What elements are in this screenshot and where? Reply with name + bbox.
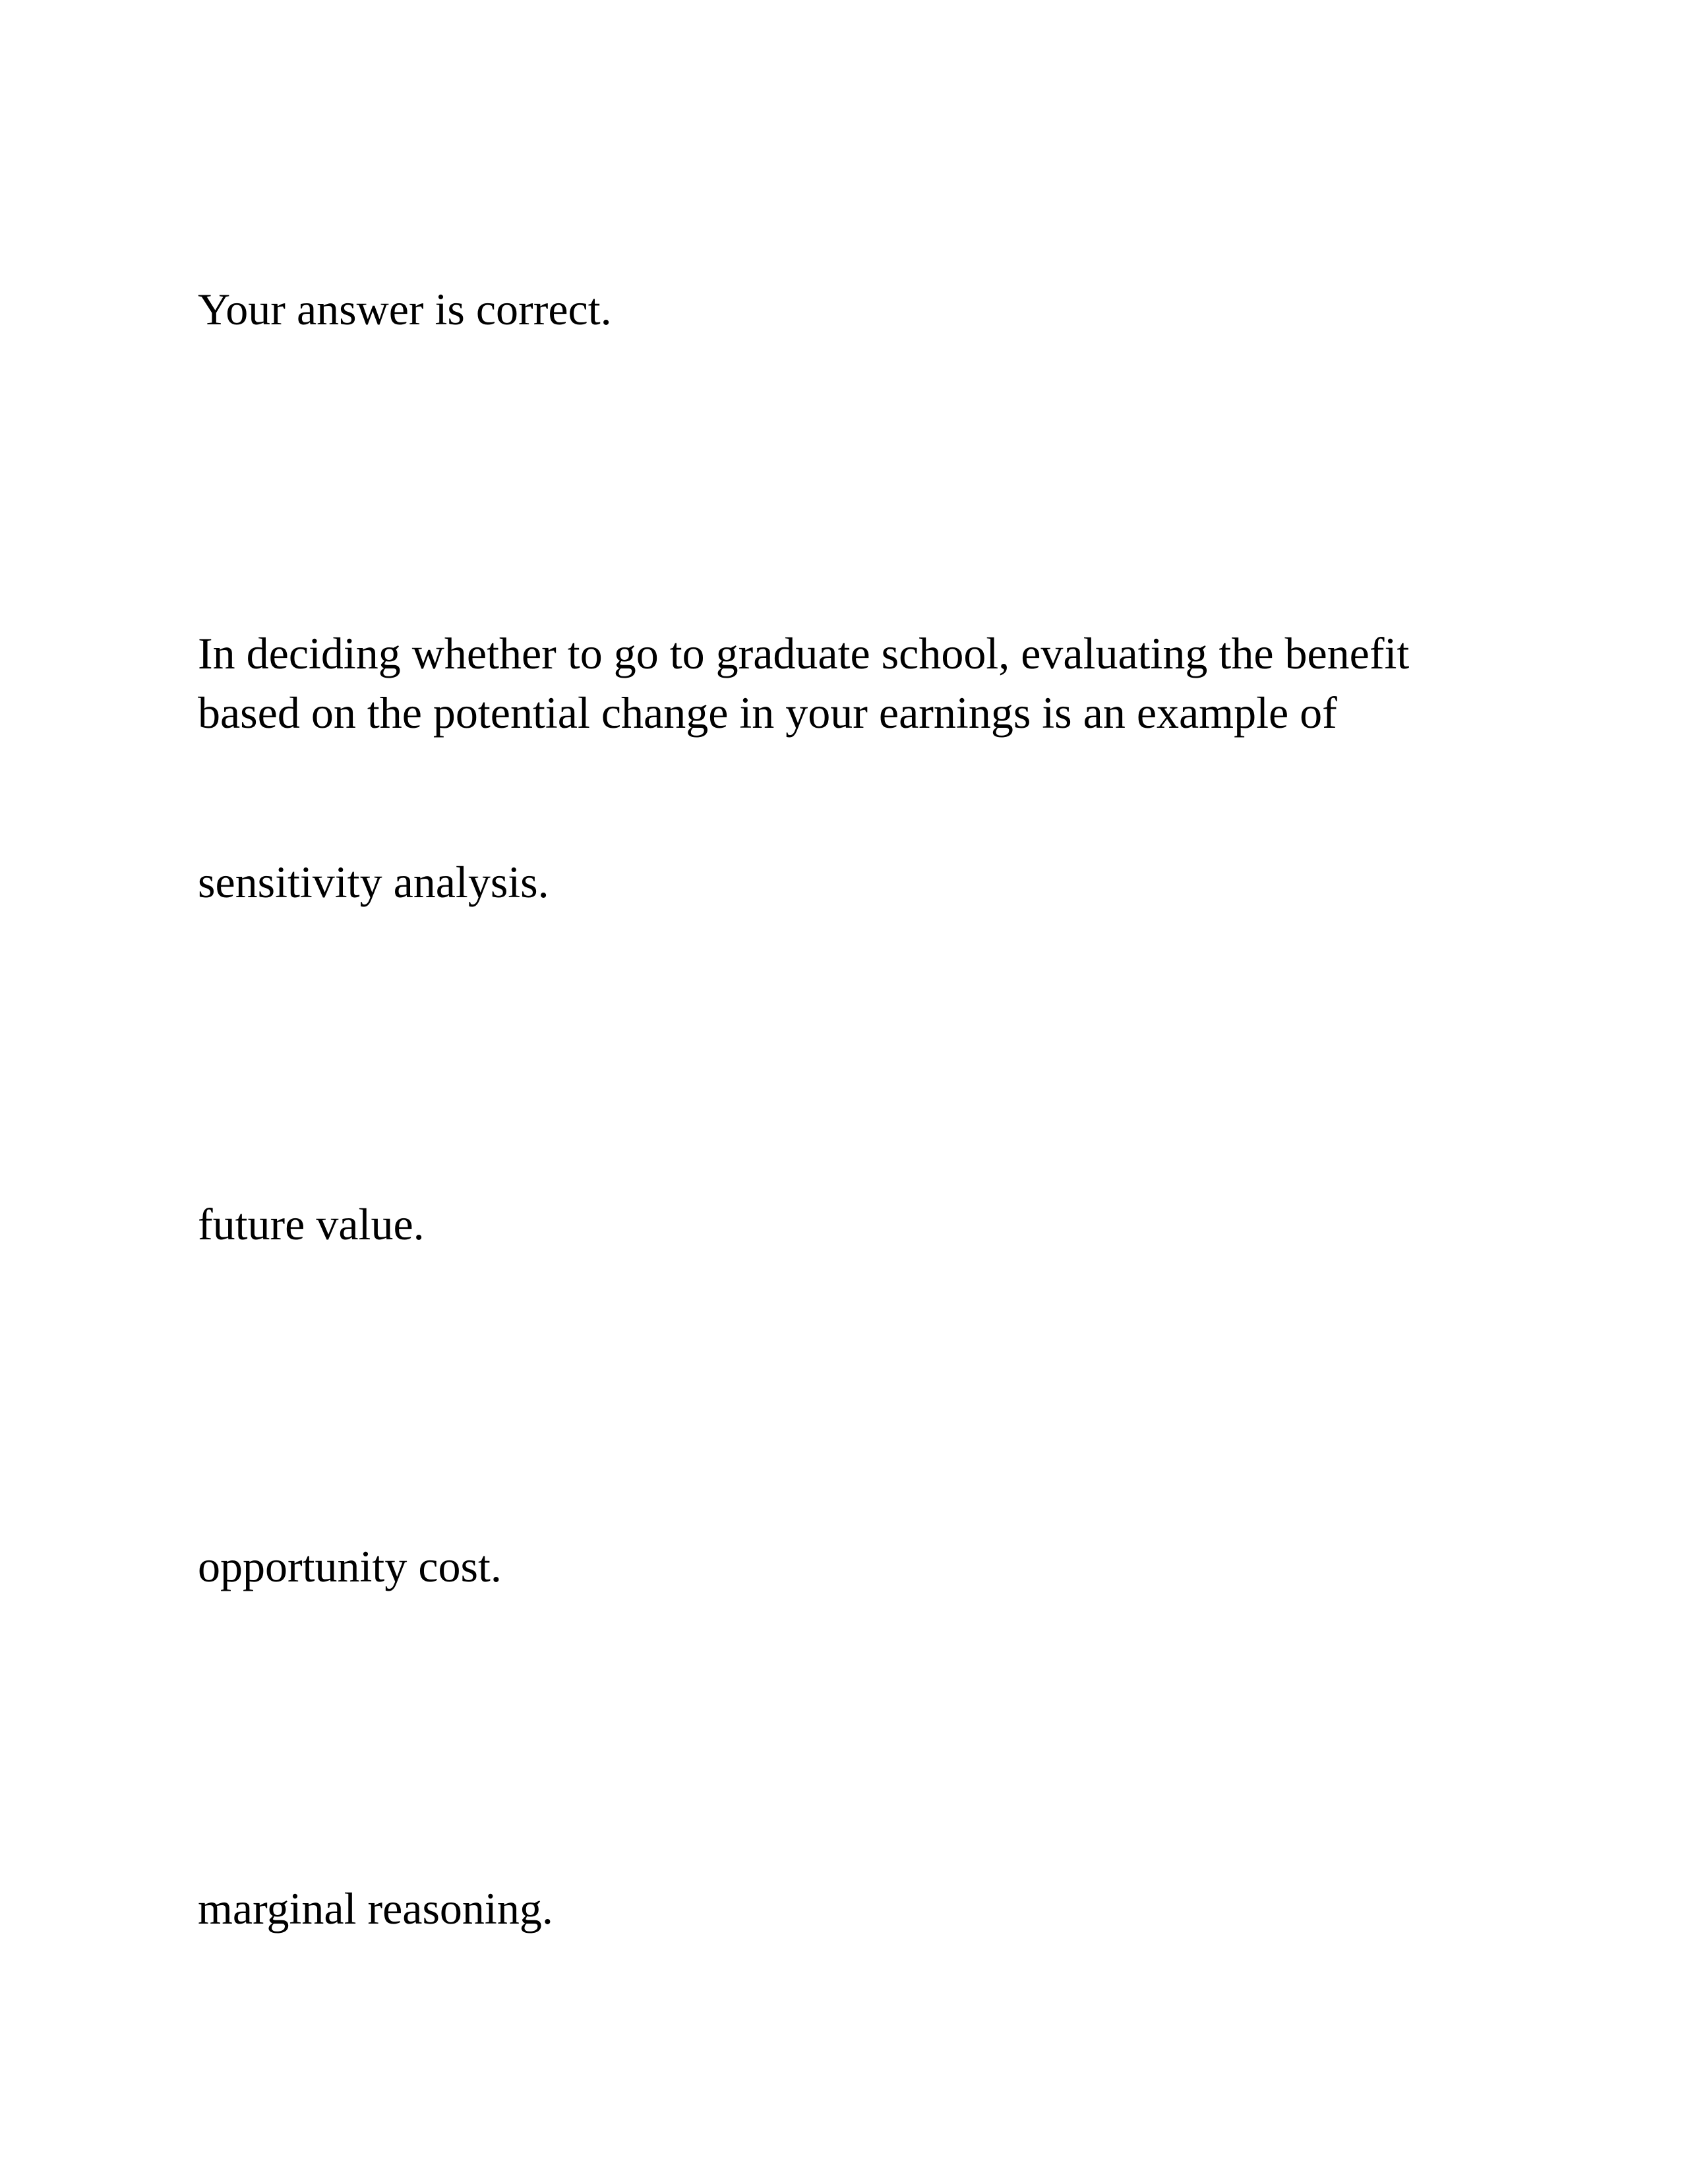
answer-option-marginal-reasoning[interactable]: marginal reasoning. <box>198 1883 553 1933</box>
answer-option-opportunity-cost[interactable]: opportunity cost. <box>198 1541 502 1591</box>
question-text <box>198 624 1409 742</box>
question-line-1: In deciding whether to go to graduate school, evaluating the benefit <box>198 628 1410 678</box>
feedback-message: Your answer is correct. <box>198 284 612 334</box>
answer-option-future-value[interactable]: future value. <box>198 1199 425 1249</box>
question-line-2: based on the potential change in your earnings is an example of <box>198 688 1337 738</box>
answer-option-sensitivity-analysis[interactable]: sensitivity analysis. <box>198 857 549 907</box>
